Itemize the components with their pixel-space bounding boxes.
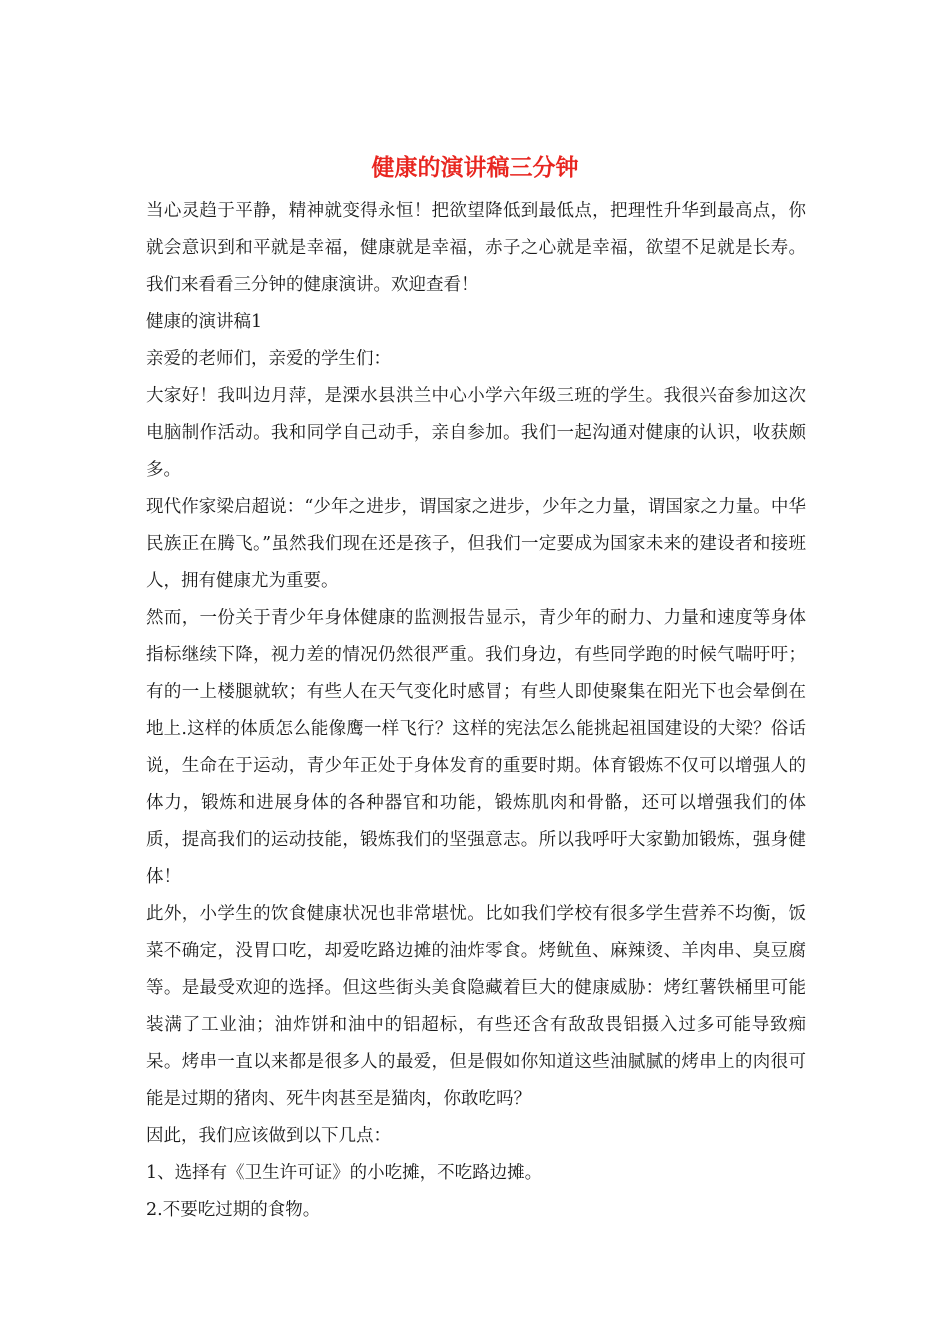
paragraph-quote: 现代作家梁启超说：“少年之进步，谓国家之进步，少年之力量，谓国家之力量。中华民族正在腾飞。”虽然我们现在还是孩子，但我们一定要成为国家未来的建设者和接班人，拥有健康尤为重要。 xyxy=(146,497,806,591)
paragraph-intro: 当心灵趋于平静，精神就变得永恒！把欲望降低到最低点，把理性升华到最高点，你就会意识到和平就是幸福，健康就是幸福，赤子之心就是幸福，欲望不足就是长寿。我们来看看三分钟的健康演讲。欢迎查看！ xyxy=(146,201,806,295)
paragraph-exercise: 然而，一份关于青少年身体健康的监测报告显示，青少年的耐力、力量和速度等身体指标继续下降，视力差的情况仍然很严重。我们身边，有些同学跑的时候气喘吁吁；有的一上楼腿就软；有些人在天气变化时感冒；有些人即使聚集在阳光下也会晕倒在地上.这样的体质怎么能像鹰一样飞行？这样的宪法怎么能挑起祖国建设的大梁？俗话说，生命在于运动，青少年正处于身体发育的重要时期。体育锻炼不仅可以增强人的体力，锻炼和进展身体的各种器官和功能，锻炼肌肉和骨骼，还可以增强我们的体质，提高我们的运动技能，锻炼我们的坚强意志。所以我呼吁大家勤加锻炼，强身健体！ xyxy=(146,608,806,887)
paragraph-conclusion: 因此，我们应该做到以下几点： xyxy=(146,1126,391,1146)
paragraph-diet: 此外，小学生的饮食健康状况也非常堪忧。比如我们学校有很多学生营养不均衡，饭菜不确定，没胃口吃，却爱吃路边摊的油炸零食。烤鱿鱼、麻辣烫、羊肉串、臭豆腐等。是最受欢迎的选择。但这些街头美食隐藏着巨大的健康威胁：烤红薯铁桶里可能装满了工业油；油炸饼和油中的铝超标，有些还含有敌敌畏铝摄入过多可能导致痴呆。烤串一直以来都是很多人的最爱，但是假如你知道这些油腻腻的烤串上的肉很可能是过期的猪肉、死牛肉甚至是猫肉，你敢吃吗？ xyxy=(146,904,806,1109)
paragraph-heading-speech-1: 健康的演讲稿1 xyxy=(146,312,263,332)
paragraph-greeting: 大家好！我叫边月萍，是溧水县洪兰中心小学六年级三班的学生。我很兴奋参加这次电脑制作活动。我和同学自己动手，亲自参加。我们一起沟通对健康的认识，收获颇多。 xyxy=(146,386,806,480)
paragraph-point-2: 2.不要吃过期的食物。 xyxy=(146,1200,321,1220)
document-title: 健康的演讲稿三分钟 xyxy=(371,154,579,181)
paragraph-salutation: 亲爱的老师们，亲爱的学生们： xyxy=(146,349,391,369)
document-body xyxy=(146,193,806,1229)
paragraph-point-1: 1、选择有《卫生许可证》的小吃摊，不吃路边摊。 xyxy=(146,1163,543,1183)
